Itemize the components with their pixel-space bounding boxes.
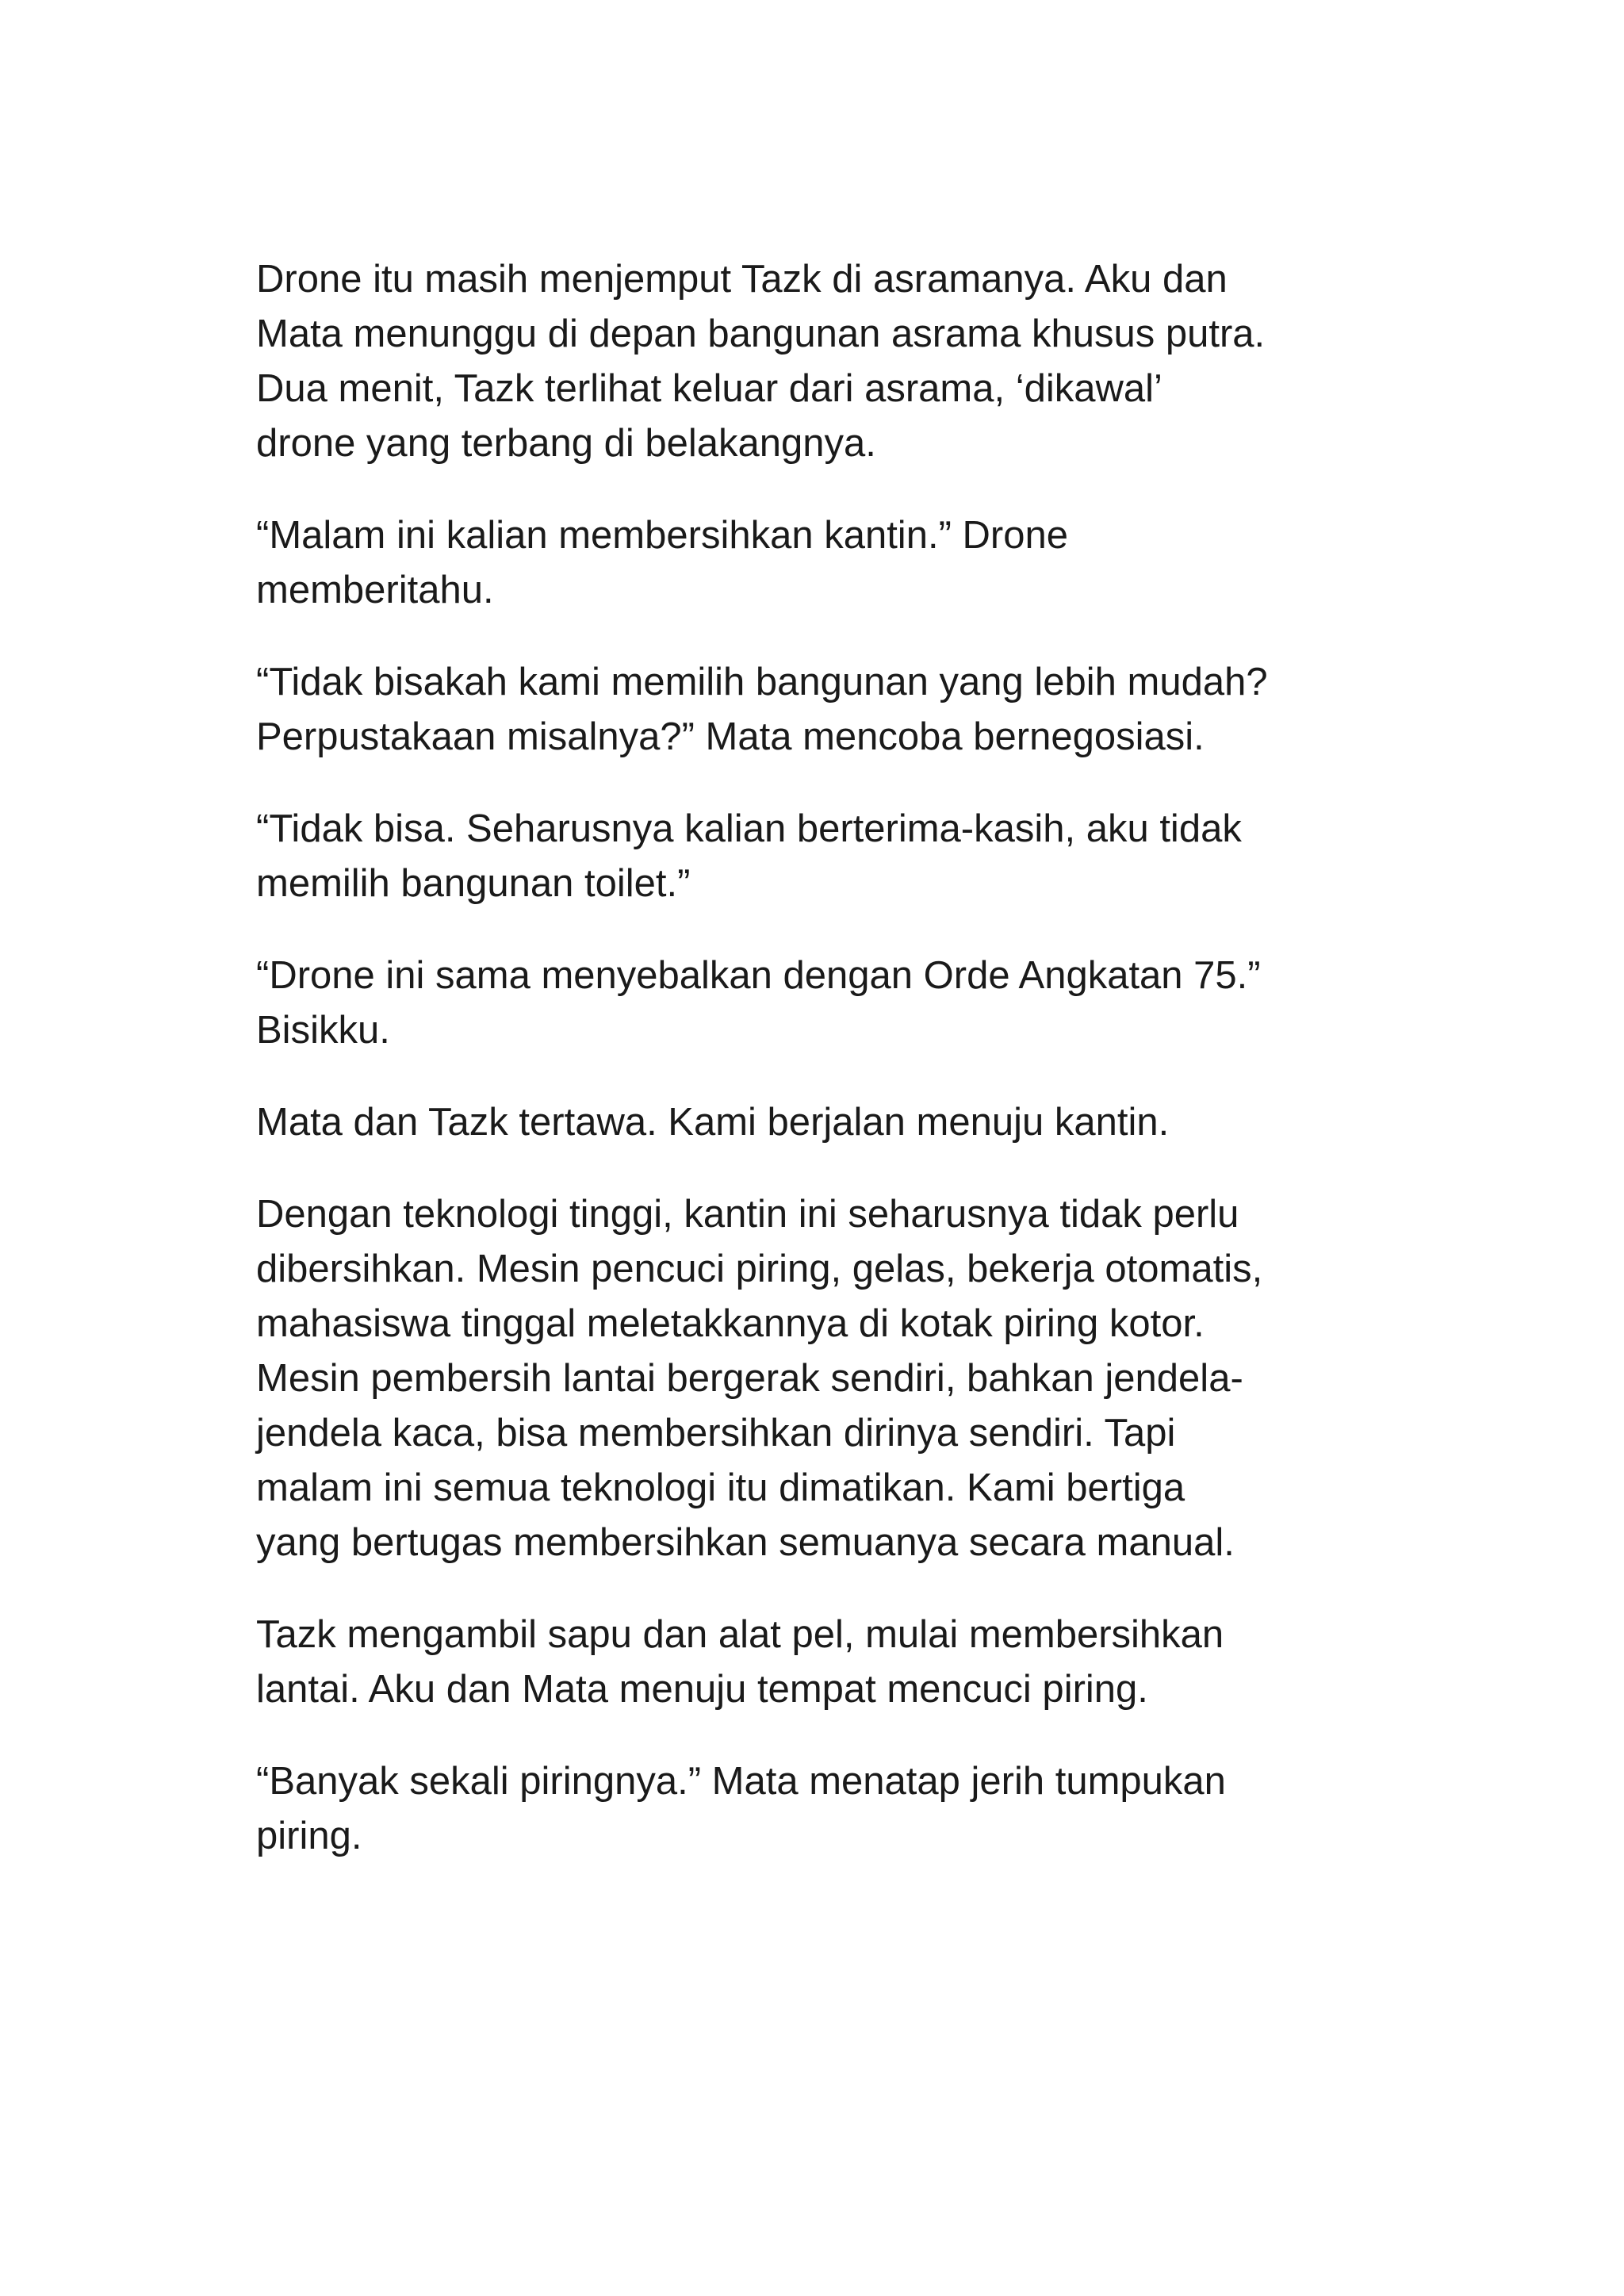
text-line: “Tidak bisa. Seharusnya kalian berterima-kasih, aku tidak — [256, 807, 1242, 850]
paragraph-6 — [256, 1095, 1398, 1150]
paragraph-9 — [256, 1754, 1398, 1864]
paragraph-2 — [256, 508, 1398, 618]
body-text — [256, 252, 1398, 1901]
paragraph-7 — [256, 1187, 1398, 1570]
paragraph-3 — [256, 655, 1398, 765]
text-line: yang bertugas membersihkan semuanya secara manual. — [256, 1521, 1235, 1564]
text-line: Mata menunggu di depan bangunan asrama khusus putra. — [256, 312, 1266, 355]
text-line: Bisikku. — [256, 1009, 390, 1052]
text-line: Perpustakaan misalnya?” Mata mencoba bernegosiasi. — [256, 715, 1205, 758]
text-line: lantai. Aku dan Mata menuju tempat mencuci piring. — [256, 1668, 1148, 1711]
text-line: Mata dan Tazk tertawa. Kami berjalan menuju kantin. — [256, 1101, 1170, 1144]
paragraph-8 — [256, 1608, 1398, 1717]
text-line: malam ini semua teknologi itu dimatikan. Kami bertiga — [256, 1466, 1185, 1509]
text-line: Mesin pembersih lantai bergerak sendiri, bahkan jendela- — [256, 1357, 1243, 1400]
text-line: Drone itu masih menjemput Tazk di asramanya. Aku dan — [256, 258, 1228, 301]
paragraph-5 — [256, 949, 1398, 1058]
text-line: Tazk mengambil sapu dan alat pel, mulai membersihkan — [256, 1613, 1224, 1656]
text-line: Dengan teknologi tinggi, kantin ini seharusnya tidak perlu — [256, 1193, 1239, 1236]
text-line: “Tidak bisakah kami memilih bangunan yang lebih mudah? — [256, 661, 1268, 703]
text-line: dibersihkan. Mesin pencuci piring, gelas, bekerja otomatis, — [256, 1248, 1263, 1290]
text-line: mahasiswa tinggal meletakkannya di kotak piring kotor. — [256, 1302, 1205, 1345]
text-line: drone yang terbang di belakangnya. — [256, 422, 876, 465]
text-line: memberitahu. — [256, 569, 494, 611]
paragraph-4 — [256, 802, 1398, 911]
text-line: “Malam ini kalian membersihkan kantin.” Drone — [256, 514, 1068, 557]
text-line: Dua menit, Tazk terlihat keluar dari asrama, ‘dikawal’ — [256, 367, 1162, 410]
text-line: memilih bangunan toilet.” — [256, 862, 691, 905]
text-line: “Banyak sekali piringnya.” Mata menatap jerih tumpukan — [256, 1760, 1226, 1803]
text-line: “Drone ini sama menyebalkan dengan Orde Angkatan 75.” — [256, 954, 1261, 997]
text-line: jendela kaca, bisa membersihkan dirinya sendiri. Tapi — [256, 1412, 1176, 1455]
paragraph-1 — [256, 252, 1398, 471]
text-line: piring. — [256, 1815, 362, 1857]
